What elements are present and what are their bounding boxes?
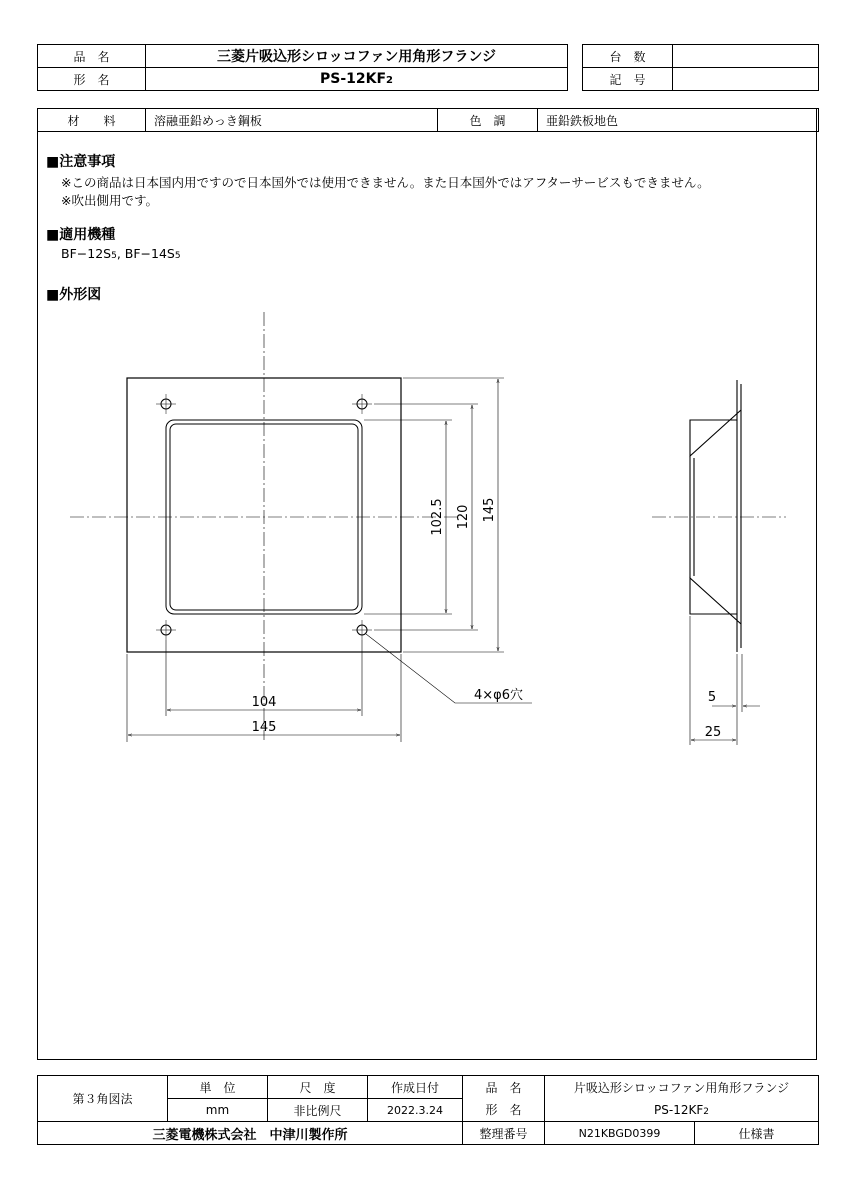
date-value: 2022.3.24	[368, 1099, 463, 1122]
notes-line-1: ※この商品は日本国内用ですので日本国外では使用できません。また日本国外ではアフターサービスもできません。	[61, 175, 710, 190]
doc-no-label: 整理番号	[463, 1122, 545, 1145]
name-label: 品 名	[38, 45, 146, 68]
footer-model-main: PS-12KF	[654, 1102, 704, 1117]
model-value-main: PS-12KF	[319, 71, 387, 87]
drawing-heading: ■外形図	[46, 287, 102, 303]
dim-inner-height: 102.5	[430, 498, 445, 536]
mark-label: 記 号	[583, 68, 673, 91]
dim-total-depth: 25	[704, 725, 722, 740]
holes-note: 4×φ6穴	[474, 688, 524, 703]
footer-model-label: 形 名	[463, 1099, 545, 1122]
dim-outer-height: 145	[482, 497, 497, 523]
notes-line-2: ※吹出側用です。	[61, 193, 158, 208]
model-1-sub: 5	[111, 251, 117, 261]
unit-label: 単 位	[168, 1076, 268, 1099]
model-1: BF−12S	[61, 246, 112, 261]
count-label: 台 数	[583, 45, 673, 68]
title-block	[37, 1075, 819, 1145]
dim-flange-depth: 5	[707, 690, 717, 705]
footer-name-label: 品 名	[463, 1076, 545, 1099]
dim-hole-pitch-v: 120	[456, 504, 471, 530]
side-view	[690, 380, 741, 652]
material-value: 溶融亜鉛めっき鋼板	[146, 109, 438, 132]
color-value: 亜鉛鉄板地色	[538, 109, 819, 132]
model-label: 形 名	[38, 68, 146, 91]
name-value: 三菱片吸込形シロッコファン用角形フランジ	[146, 45, 568, 68]
scale-value: 非比例尺	[268, 1099, 368, 1122]
footer-name-value: 片吸込形シロッコファン用角形フランジ	[545, 1076, 819, 1099]
color-label: 色 調	[438, 109, 538, 132]
unit-value: mm	[168, 1099, 268, 1122]
footer-model-sub: 2	[703, 1106, 709, 1117]
model-2: BF−14S	[124, 246, 175, 261]
model-value-sub: 2	[386, 75, 394, 86]
material-label: 材 料	[38, 109, 146, 132]
doc-no-value: N21KBGD0399	[545, 1122, 695, 1145]
dim-hole-pitch-h: 104	[251, 695, 277, 710]
model-2-sub: 5	[174, 251, 181, 261]
footer-model-value	[545, 1099, 819, 1122]
scale-label: 尺 度	[268, 1076, 368, 1099]
doc-type: 仕様書	[695, 1122, 819, 1145]
date-label: 作成日付	[368, 1076, 463, 1099]
notes-heading: ■注意事項	[46, 154, 116, 170]
applicable-heading: ■適用機種	[46, 227, 116, 243]
model-separator: ,	[116, 246, 125, 261]
company-name: 三菱電機株式会社 中津川製作所	[38, 1122, 463, 1145]
dim-outer-width: 145	[251, 720, 277, 735]
projection-method: 第３角図法	[38, 1076, 168, 1122]
